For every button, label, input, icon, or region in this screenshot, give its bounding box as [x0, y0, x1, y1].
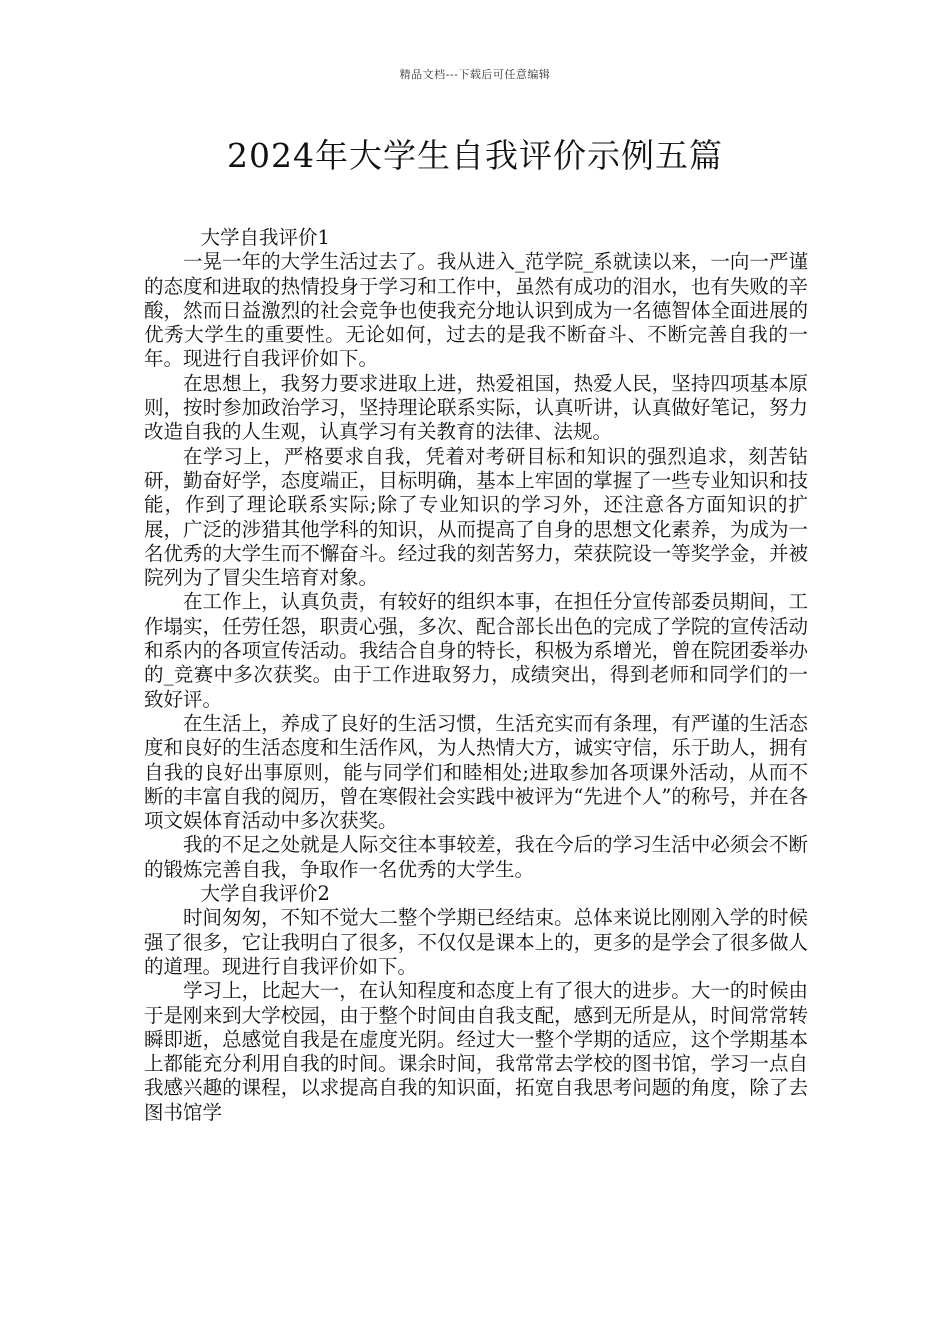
header-note: 精品文档---下载后可任意编辑	[399, 68, 551, 81]
body-paragraph: 一晃一年的大学生活过去了。我从进入_范学院_系就读以来，一向一严谨的态度和进取的热情投身于学习和工作中，虽然有成功的泪水，也有失败的辛酸，然而日益激烈的社会竞争也使我充分地认识到成为一名德智体全面进展的优秀大学生的重要性。无论如何，过去的是我不断奋斗、不断完善自我的一年。现进行自我评价如下。	[144, 250, 808, 371]
section-heading: 大学自我评价1	[200, 226, 330, 249]
body-paragraph: 在工作上，认真负责，有较好的组织本事，在担任分宣传部委员期间，工作塌实，任劳任怨，职责心强，多次、配合部长出色的完成了学院的宣传活动和系内的各项宣传活动。我结合自身的特长，积极为系增光，曾在院团委举办的_竞赛中多次获奖。由于工作进取努力，成绩突出，得到老师和同学们的一致好评。	[144, 590, 808, 711]
document-body	[144, 226, 808, 1125]
page-title: 2024年大学生自我评价示例五篇	[227, 136, 723, 175]
body-paragraph: 我的不足之处就是人际交往本事较差，我在今后的学习生活中必须会不断的锻炼完善自我，争取作一名优秀的大学生。	[144, 833, 808, 881]
body-paragraph: 学习上，比起大一，在认知程度和态度上有了很大的进步。大一的时候由于是刚来到大学校园，由于整个时间由自我支配，感到无所是从，时间常常转瞬即逝，总感觉自我是在虚度光阴。经过大一整个学期的适应，这个学期基本上都能充分利用自我的时间。课余时间，我常常去学校的图书馆，学习一点自我感兴趣的课程，以求提高自我的知识面，拓宽自我思考问题的角度，除了去图书馆学	[144, 979, 808, 1124]
body-paragraph: 时间匆匆，不知不觉大二整个学期已经结束。总体来说比刚刚入学的时候强了很多，它让我明白了很多，不仅仅是课本上的，更多的是学会了很多做人的道理。现进行自我评价如下。	[144, 906, 808, 978]
body-paragraph: 在思想上，我努力要求进取上进，热爱祖国，热爱人民，坚持四项基本原则，按时参加政治学习，坚持理论联系实际，认真听讲，认真做好笔记，努力改造自我的人生观，认真学习有关教育的法律、法规。	[144, 371, 808, 444]
section-heading: 大学自我评价2	[200, 882, 330, 906]
body-paragraph: 在学习上，严格要求自我，凭着对考研目标和知识的强烈追求，刻苦钻研，勤奋好学，态度端正，目标明确，基本上牢固的掌握了一些专业知识和技能，作到了理论联系实际;除了专业知识的学习外，还注意各方面知识的扩展，广泛的涉猎其他学科的知识，从而提高了自身的思想文化素养，为成为一名优秀的大学生而不懈奋斗。经过我的刻苦努力，荣获院设一等奖学金，并被院列为了冒尖生培育对象。	[144, 444, 808, 590]
body-paragraph: 在生活上，养成了良好的生活习惯，生活充实而有条理，有严谨的生活态度和良好的生活态度和生活作风，为人热情大方，诚实守信，乐于助人，拥有自我的良好出事原则，能与同学们和睦相处;进取参加各项课外活动，从而不断的丰富自我的阅历，曾在寒假社会实践中被评为“先进个人”的称号，并在各项文娱体育活动中多次获奖。	[144, 711, 808, 833]
